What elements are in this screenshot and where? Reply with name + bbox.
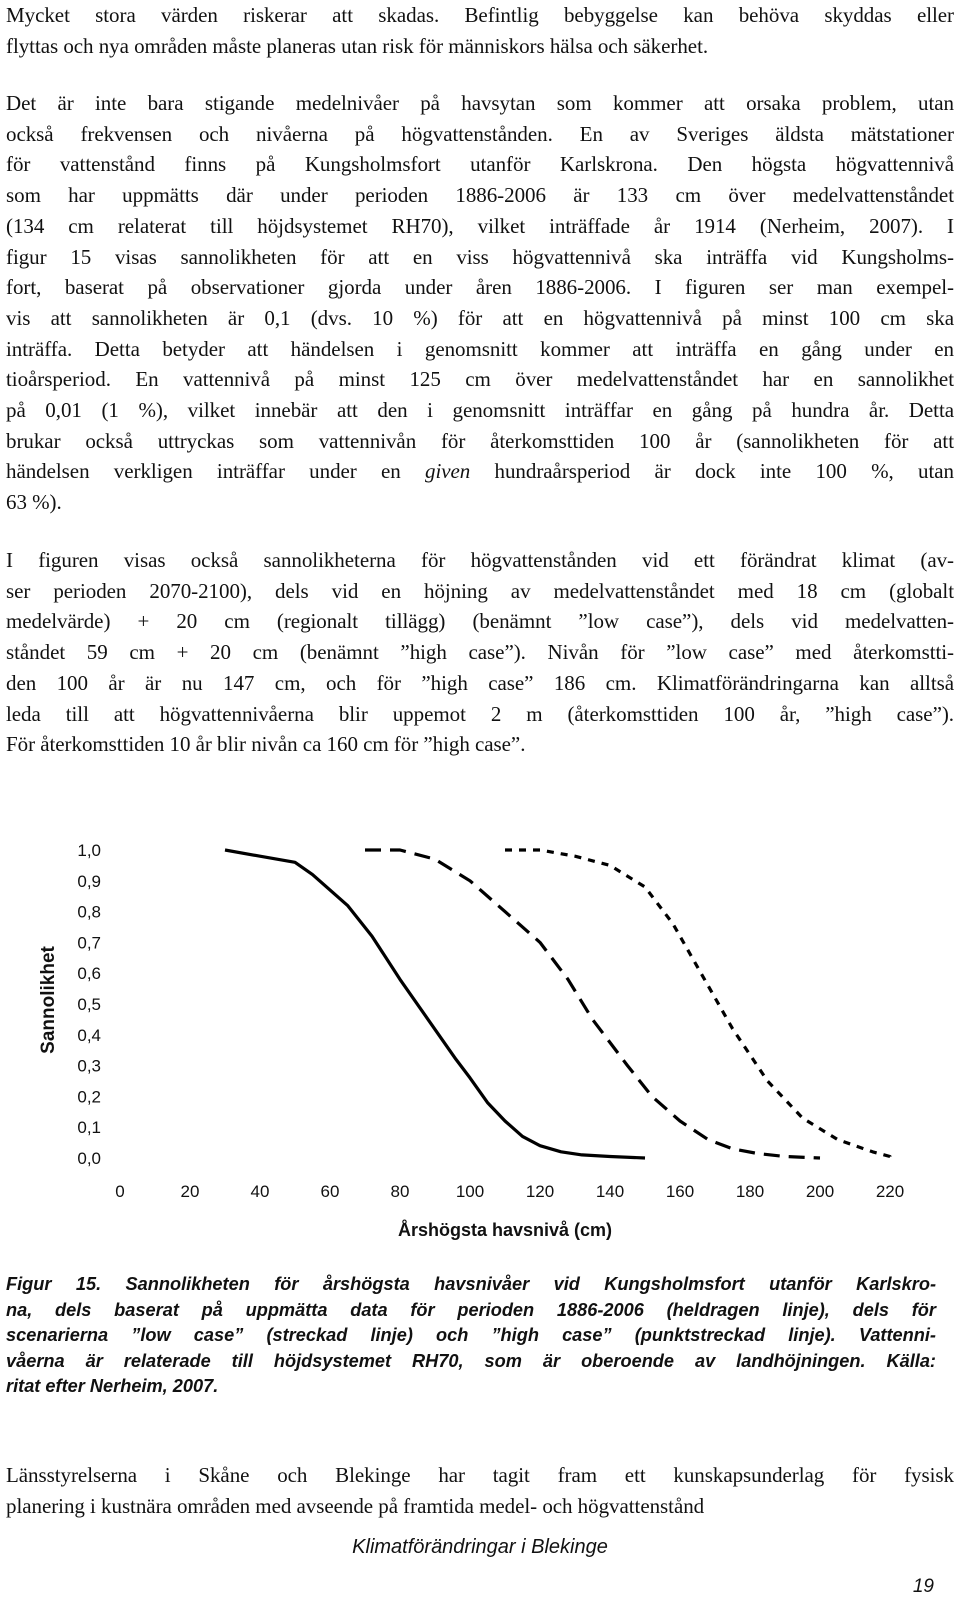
caption-line: Figur 15. Sannolikheten för årshögsta havsnivåer vid Kungsholmsfort utanför Karlskro- [6, 1274, 936, 1294]
text-fragment: hundraårsperiod är dock inte 100 %, utan [470, 459, 954, 484]
series-line-dashed [365, 850, 820, 1158]
y-tick-label: 0,7 [77, 933, 101, 953]
x-tick-label: 120 [525, 1182, 555, 1201]
x-tick-label: 140 [595, 1182, 625, 1201]
x-tick-label: 100 [455, 1182, 485, 1201]
x-tick-label: 200 [805, 1182, 835, 1201]
text-line: brukar också uttryckas som vattennivån för återkomsttiden 100 år (sannolikheten för att [6, 428, 954, 453]
page-number: 19 [912, 1576, 934, 1597]
paragraph-footer-note [6, 1460, 954, 1521]
y-tick-label: 0,2 [77, 1087, 101, 1107]
x-tick-label: 220 [875, 1182, 905, 1201]
text-line: vis att sannolikheten är 0,1 (dvs. 10 %) för att en högvattennivå på minst 100 cm ska [6, 305, 954, 330]
text-line: Det är inte bara stigande medelnivåer på havsytan som kommer att orsaka problem, utan [6, 91, 954, 115]
text-line: För återkomsttiden 10 år blir nivån ca 160 cm för ”high case”. [6, 732, 526, 757]
caption-line: na, dels baserat på uppmätta data för perioden 1886-2006 (heldragen linje), dels för [6, 1299, 936, 1320]
y-tick-label: 0,4 [77, 1025, 101, 1045]
text-line: leda till att högvattennivåerna blir uppemot 2 m (återkomsttiden 100 år, ”high case”). [6, 701, 954, 726]
paragraph-climate-change [6, 545, 954, 760]
paragraph-intro [6, 0, 954, 61]
x-tick-label: 160 [665, 1182, 695, 1201]
caption-line: ritat efter Nerheim, 2007. [6, 1376, 219, 1397]
text-line: medelvärde) + 20 cm (regionalt tillägg) (benämnt ”low case”), dels vid medelvatten- [6, 609, 954, 634]
text-line: som har uppmätts där under perioden 1886-2006 är 133 cm över medelvattenståndet [6, 183, 954, 208]
text-line: flyttas och nya områden måste planeras utan risk för människors hälsa och säkerhet. [6, 33, 709, 58]
text-line: för vattenstånd finns på Kungsholmsfort utanför Karlskrona. Den högsta högvattennivå [6, 152, 954, 177]
text-line: Länsstyrelserna i Skåne och Blekinge har tagit fram ett kunskapsunderlag för fysisk [6, 1463, 954, 1487]
series-lines [225, 850, 890, 1158]
y-tick-label: 0,9 [77, 871, 101, 891]
text-line: fort, baserat på observationer gjorda under åren 1886-2006. I figuren ser man exempel- [6, 275, 954, 300]
y-tick-label: 0,1 [77, 1118, 101, 1138]
text-line: I figuren visas också sannolikheterna för högvattenstånden vid ett förändrat klimat (av- [6, 548, 954, 572]
caption-line: våerna är relaterade till höjdsystemet RH70, som är oberoende av landhöjningen. Källa: [6, 1350, 936, 1371]
text-line: på 0,01 (1 %), vilket innebär att den i genomsnitt inträffar en gång på hundra år. Detta [6, 398, 954, 423]
emphasis-given: given [425, 459, 471, 484]
text-fragment: händelsen verkligen inträffar under en [6, 459, 426, 484]
y-tick-label: 0,6 [77, 964, 101, 984]
text-line: 63 %). [6, 490, 62, 515]
text-line: också frekvensen och nivåerna på högvattenstånden. En av Sveriges äldsta mätstationer [6, 121, 954, 146]
text-line: ser perioden 2070-2100), dels vid en höjning av medelvattenståndet med 18 cm (globalt [6, 578, 954, 603]
figure-caption [6, 1272, 936, 1400]
text-line: inträffa. Detta betyder att händelsen i genomsnitt kommer att inträffa en gång under en [6, 336, 954, 361]
y-tick-label: 0,0 [77, 1149, 101, 1168]
y-tick-label: 0,5 [77, 995, 101, 1014]
running-footer-title: Klimatförändringar i Blekinge [352, 1536, 608, 1558]
caption-line: scenarierna ”low case” (streckad linje) och ”high case” (punktstreckad linje). Vattenni- [6, 1325, 936, 1346]
y-axis-label-group [38, 945, 59, 1053]
y-tick-labels [77, 841, 101, 1168]
probability-chart [30, 835, 920, 1250]
text-line [6, 456, 954, 487]
text-line: den 100 år är nu 147 cm, och för ”high case” 186 cm. Klimatförändringarna kan alltså [6, 670, 954, 695]
x-tick-label: 60 [320, 1182, 340, 1201]
text-line: Mycket stora värden riskerar att skadas. Befintlig bebyggelse kan behöva skyddas eller [6, 3, 954, 27]
text-line: (134 cm relaterat till höjdsystemet RH70), vilket inträffade år 1914 (Nerheim, 2007). I [6, 213, 954, 238]
x-tick-label: 0 [115, 1182, 125, 1201]
x-tick-labels [115, 1182, 904, 1201]
text-line: tioårsperiod. En vattennivå på minst 125 cm över medelvattenståndet har en sannolikhet [6, 367, 954, 392]
y-tick-label: 0,8 [77, 902, 101, 922]
y-tick-label: 0,3 [77, 1056, 101, 1076]
x-tick-label: 80 [390, 1182, 410, 1201]
x-tick-label: 180 [735, 1182, 765, 1201]
x-axis-label: Årshögsta havsnivå (cm) [397, 1220, 613, 1240]
y-tick-label: 1,0 [77, 841, 101, 860]
paragraph-high-water [6, 88, 954, 518]
x-tick-label: 40 [250, 1182, 270, 1201]
text-line: ståndet 59 cm + 20 cm (benämnt ”high case”). Nivån för ”low case” med återkomstti- [6, 640, 954, 665]
series-line-dotted [505, 850, 890, 1158]
x-tick-label: 20 [180, 1182, 200, 1201]
y-axis-label: Sannolikhet [38, 946, 59, 1054]
text-line: figur 15 visas sannolikheten för att en viss högvattennivå ska inträffa vid Kungsholms- [6, 244, 954, 269]
text-line: planering i kustnära områden med avseende på framtida medel- och högvattenstånd [6, 1493, 705, 1518]
